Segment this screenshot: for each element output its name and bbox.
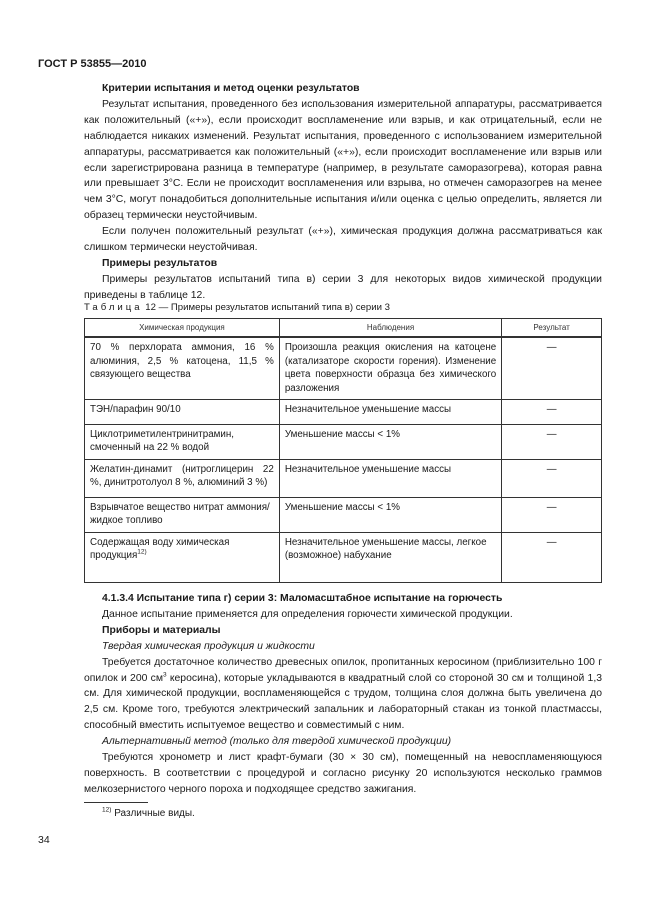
footnote-mark: 12): [102, 806, 112, 814]
product-cell: Взрывчатое вещество нитрат аммония/жидкое топливо: [85, 497, 280, 532]
flammability-section: [84, 591, 602, 798]
paragraph: Примеры результатов испытаний типа в) серии 3 для некоторых видов химической продукции приведены в таблице 12.: [84, 273, 602, 301]
section-heading: Примеры результатов: [102, 257, 218, 269]
criteria-section: [84, 81, 602, 304]
footnote-text: Различные виды.: [114, 808, 195, 819]
result-cell: —: [502, 400, 602, 425]
table-row: [85, 337, 602, 399]
footnote-divider: [84, 802, 148, 803]
table-header-row: [85, 319, 602, 338]
paragraph: Если получен положительный результат («+»), химическая продукция должна рассматриваться как слишком термически неустойчивая.: [84, 226, 602, 254]
table-row: [85, 425, 602, 460]
results-table: [84, 318, 602, 583]
result-cell: —: [502, 532, 602, 582]
subheading: Твердая химическая продукция и жидкости: [102, 640, 315, 652]
caption-word: Таблица: [84, 302, 143, 313]
page-number: 34: [38, 834, 50, 846]
result-cell: —: [502, 497, 602, 532]
footnote: [102, 808, 195, 819]
superscript: 3: [162, 671, 167, 679]
product-cell: 70 % перхлората аммония, 16 % алюминия, 2,5 % катоцена, 11,5 % связующего вещества: [85, 337, 280, 399]
text: керосина), которые укладываются в квадратный слой со стороной 30 см и толщиной 1,3 см. Для химической продукции, воспламеняющейся с трудом, толщина слоя должна быть увеличена до 2,5 см. Кроме того, требуются электрический запальник и лабораторный стакан из тонкой пластмассы, способный вместить испытуемое вещество и совместимый с ним.: [84, 672, 602, 732]
paragraph: [84, 655, 602, 735]
product-cell: Циклотриметилентринитрамин, смоченный на 22 % водой: [85, 425, 280, 460]
product-cell: ТЭН/парафин 90/10: [85, 400, 280, 425]
paragraph: Данное испытание применяется для определения горючести химической продукции.: [102, 608, 513, 620]
table-row: [85, 497, 602, 532]
product-cell: [85, 532, 280, 582]
paragraph: Результат испытания, проведенного без использования измерительной аппаратуры, рассматривается как положительный («+»), если происходит воспламенение или взрыв, и как отрицательный, если не наблюдается никаких изменений. Результат испытания, проведенного с использованием измерительной аппаратуры, рассматривается как положительный («+»), если происходит воспламенение или взрыв или если зарегистрирована разница в температуре (например, в результате саморазогрева), которая равна или превышает 3°С. Если не происходит воспламенения или взрыва, но отмечен саморазогрев на менее чем 3°С, могут понадобиться дополнительные испытания и/или оценка с целью определить, является ли образец термически неустойчивым.: [84, 98, 602, 222]
observation-cell: Уменьшение массы < 1%: [279, 497, 501, 532]
table-row: [85, 459, 602, 497]
column-header: Результат: [502, 319, 602, 338]
caption-text: 12 — Примеры результатов испытаний типа в) серии 3: [145, 302, 390, 313]
result-cell: —: [502, 459, 602, 497]
observation-cell: Уменьшение массы < 1%: [279, 425, 501, 460]
result-cell: —: [502, 337, 602, 399]
product-text: Содержащая воду химическая продукция: [90, 536, 230, 562]
document-header: ГОСТ Р 53855—2010: [38, 58, 147, 70]
footnote-ref[interactable]: 12): [137, 548, 147, 556]
observation-cell: Незначительное уменьшение массы, легкое (возможное) набухание: [279, 532, 501, 582]
result-cell: —: [502, 425, 602, 460]
table-row: [85, 532, 602, 582]
section-heading: Приборы и материалы: [102, 624, 221, 636]
column-header: Наблюдения: [279, 319, 501, 338]
section-heading: 4.1.3.4 Испытание типа г) серии 3: Маломасштабное испытание на горючесть: [102, 593, 503, 604]
product-cell: Желатин-динамит (нитроглицерин 22 %, динитротолуол 8 %, алюминий 3 %): [85, 459, 280, 497]
subheading: Альтернативный метод (только для твердой химической продукции): [102, 736, 452, 748]
observation-cell: Незначительное уменьшение массы: [279, 459, 501, 497]
section-heading: Критерии испытания и метод оценки результатов: [102, 83, 360, 94]
text: Требуется достаточное количество древесных опилок, пропитанных керосином (приблизительно 100 г опилок и 200 см: [84, 656, 602, 684]
table-row: [85, 400, 602, 425]
paragraph: Требуются хронометр и лист крафт-бумаги (30 × 30 см), помещенный на невоспламеняющуюся поверхность. В соответствии с процедурой и согласно рисунку 20 используются несколько граммов мелкозернистого черного пороха и подходящее средство зажигания.: [84, 752, 602, 795]
observation-cell: Произошла реакция окисления на катоцене (катализаторе скорости горения). Изменение цвета поверхности образца без химического разложения: [279, 337, 501, 399]
observation-cell: Незначительное уменьшение массы: [279, 400, 501, 425]
column-header: Химическая продукция: [85, 319, 280, 338]
table-caption: [84, 302, 390, 313]
